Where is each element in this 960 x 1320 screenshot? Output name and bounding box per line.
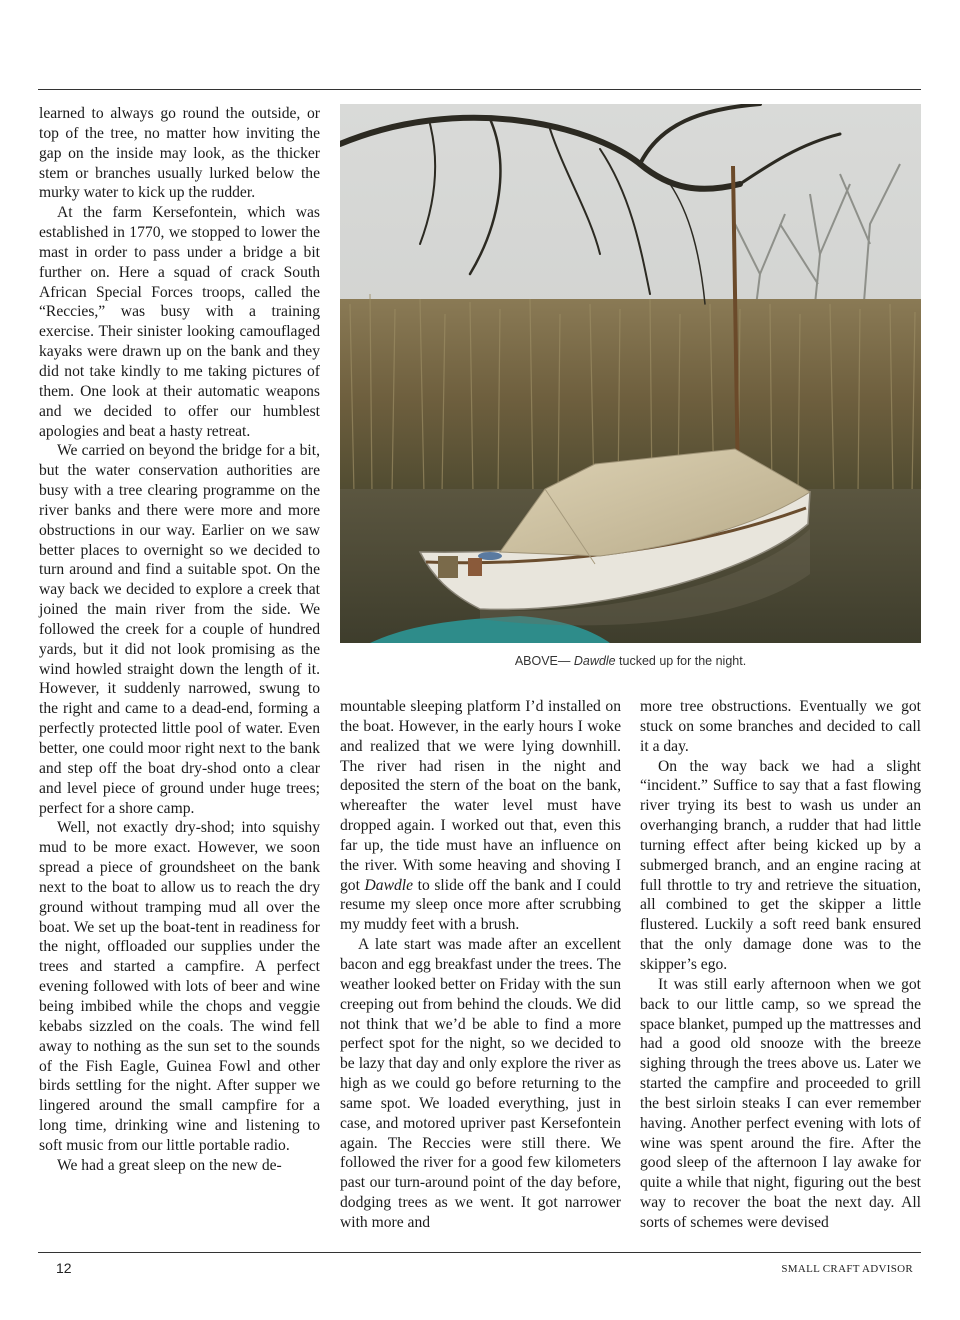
page-number: 12 <box>56 1260 72 1276</box>
header-rule <box>38 89 921 90</box>
article-column-1 <box>39 104 320 1176</box>
paragraph: It was still early afternoon when we got back to our little camp, so we spread the space blanket, pumped up the mattresses and had a good old snooze with the breeze sighing through the trees above us. Later we started the campfire and proceeded to grill the best sirloin steaks I can ever remember having. Another perfect evening with lots of wine was spent around the fire. After the good sleep of the afternoon I lay awake for quite a while that night, figuring out the best way to recover the boat the next day. All sorts of schemes were devised <box>640 975 921 1231</box>
paragraph-text: mountable sleeping platform I’d installed on the boat. However, in the early hours I woke and realized that we were lying downhill. The river had risen in the night and deposited the stern of the boat on the bank, whereafter the water level must have dropped again. I worked out that, even this far up, the tide must have an influence on the river. With some heaving and shoving I got <box>340 698 621 894</box>
footer-rule <box>38 1252 921 1253</box>
paragraph: We had a great sleep on the new de- <box>57 1156 282 1174</box>
boat-name: Dawdle <box>364 876 414 894</box>
paragraph: more tree obstructions. Eventually we got stuck on some branches and decided to call it a day. <box>640 698 921 755</box>
paragraph <box>340 697 621 935</box>
boat-photo-illustration <box>340 104 921 643</box>
paragraph-text: to slide off the bank and I could resume my sleep once more after scrubbing my muddy feet with a brush. <box>340 876 621 934</box>
caption-suffix: tucked up for the night. <box>615 654 747 668</box>
caption-boat-name: Dawdle <box>573 654 616 668</box>
magazine-name: SMALL CRAFT ADVISOR <box>781 1263 913 1275</box>
article-column-2 <box>340 697 621 1233</box>
paragraph: A late start was made after an excellent bacon and egg breakfast under the trees. The weather looked better on Friday with the sun creeping out from behind the clouds. We did not think that we’d be able to find a more perfect spot for the night, so we decided to be lazy that day and only explore the river as high as we could go before returning to the same spot. We loaded everything, just in case, and motored upriver past Kersefontein again. The Reccies were still there. We followed the river for a good few kilometers past our turn-around point of the day before, dodging trees as we went. It got narrower with more and <box>340 936 621 1231</box>
photo-caption <box>340 654 921 668</box>
paragraph: At the farm Kersefontein, which was established in 1770, we stopped to lower the mast in order to pass under a bridge a bit further on. Here a squad of crack South African Special Forces troops, called the “Reccies,” was busy with a training exercise. Their sinister looking camouflaged kayaks were drawn up on the bank and they did not take kindly to me taking pictures of them. One look at their automatic weapons and we decided to offer our humblest apologies and beat a hasty retreat. <box>39 204 320 440</box>
paragraph: We carried on beyond the bridge for a bit, but the water conservation authorities are busy with a tree clearing programme on the river banks and there were more and more obstructions in our way. Earlier on we saw better places to overnight so we decided to turn around and find a suitable spot. On the way back we decided to explore a creek that joined the main river from the side. We followed the creek for a couple of hundred yards, but it did not look promising as the wind howled straight down the length of it. However, it suddenly narrowed, swung to the right and came to a dead-end, forming a perfectly protected little pool of water. Even better, one could moor right next to the bank and step off the boat dry-shod onto a clear and level piece of ground under huge trees; perfect for a shore camp. <box>39 442 320 817</box>
article-column-3 <box>640 697 921 1233</box>
boat-photo <box>340 104 921 643</box>
paragraph: Well, not exactly dry-shod; into squishy mud to be more exact. However, we soon spread a piece of groundsheet on the bank next to the boat to allow us to reach the dry ground without tramping mud all over the boat. We set up the boat-tent in readiness for the night, offloaded our supplies under the trees and started a campfire. A perfect evening followed with lots of beer and wine being imbibed while the chops and veggie kebabs sizzled on the coals. The wind fell away to nothing as the sun set to the sounds of the Fish Eagle, Guinea Fowl and other birds settling for the night. After supper we lingered around the small campfire for a long time, drinking wine and listening to soft music from our little portable radio. <box>39 819 320 1154</box>
paragraph: On the way back we had a slight “incident.” Suffice to say that a fast flowing river trying its best to wash us under an overhanging branch, a rudder that had little turning effect after being kicked up by a submerged branch, and an engine racing at full throttle to try and retrieve the situation, all combined to get the skipper a little flustered. Luckily a soft reed bank ensured that the only damage done was to the skipper’s ego. <box>640 757 921 973</box>
paragraph: learned to always go round the outside, or top of the tree, no matter how inviting the gap on the inside may look, as the thicker stem or branches usually lurked below the murky water to kick up the rudder. <box>39 105 320 202</box>
caption-prefix: ABOVE— <box>514 654 574 668</box>
